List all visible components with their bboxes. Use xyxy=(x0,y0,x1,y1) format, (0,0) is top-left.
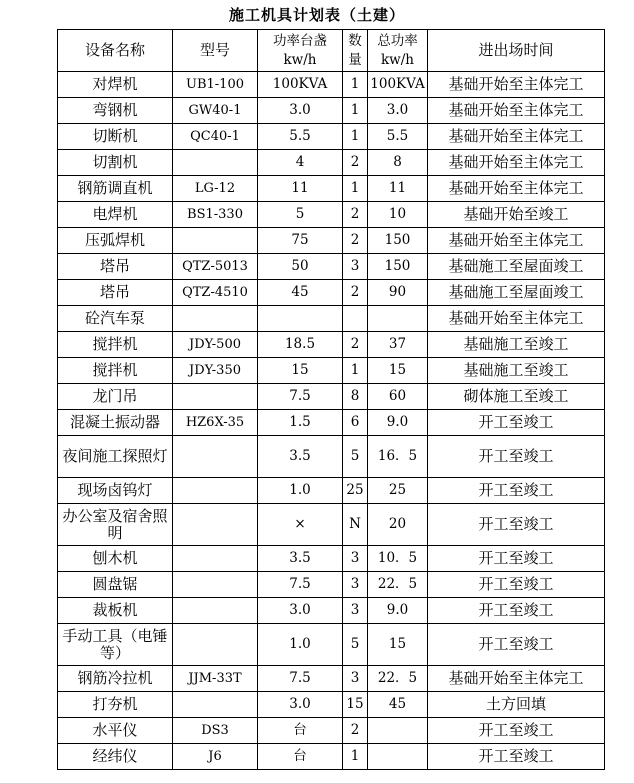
cell-total: 10．5 xyxy=(368,546,428,572)
cell-total: 100KVA xyxy=(368,72,428,98)
cell-name: 刨木机 xyxy=(58,546,173,572)
cell-schedule: 基础施工至竣工 xyxy=(428,358,605,384)
cell-name: 塔吊 xyxy=(58,254,173,280)
cell-power: 7.5 xyxy=(258,572,343,598)
cell-qty: 1 xyxy=(343,98,368,124)
header-total-line1: 总功率 xyxy=(377,32,418,49)
page-title: 施工机具计划表（土建） xyxy=(228,6,405,24)
cell-model: GW40-1 xyxy=(173,98,258,124)
cell-power: 3.0 xyxy=(258,98,343,124)
cell-schedule: 开工至竣工 xyxy=(428,624,605,666)
cell-schedule: 基础开始至主体完工 xyxy=(428,124,605,150)
table-row xyxy=(58,358,605,384)
header-schedule: 进出场时间 xyxy=(428,30,605,72)
cell-power: 1.0 xyxy=(258,478,343,504)
cell-name: 钢筋冷拉机 xyxy=(58,666,173,692)
cell-model xyxy=(173,546,258,572)
cell-qty: 1 xyxy=(343,744,368,770)
cell-power: 5.5 xyxy=(258,124,343,150)
cell-qty: 2 xyxy=(343,150,368,176)
cell-name: 钢筋调直机 xyxy=(58,176,173,202)
equipment-table xyxy=(57,29,605,770)
cell-model: JDY-500 xyxy=(173,332,258,358)
cell-model xyxy=(173,478,258,504)
cell-schedule: 开工至竣工 xyxy=(428,546,605,572)
cell-name: 圆盘锯 xyxy=(58,572,173,598)
cell-qty: 3 xyxy=(343,546,368,572)
cell-power: 100KVA xyxy=(258,72,343,98)
cell-total: 16．5 xyxy=(368,436,428,478)
cell-total: 150 xyxy=(368,254,428,280)
cell-model: J6 xyxy=(173,744,258,770)
table-row xyxy=(58,436,605,478)
cell-power: 45 xyxy=(258,280,343,306)
cell-power: 50 xyxy=(258,254,343,280)
cell-schedule: 基础施工至屋面竣工 xyxy=(428,280,605,306)
table-row xyxy=(58,478,605,504)
table-row xyxy=(58,410,605,436)
cell-schedule: 开工至竣工 xyxy=(428,478,605,504)
cell-model: JDY-350 xyxy=(173,358,258,384)
cell-name: 对焊机 xyxy=(58,72,173,98)
table-header-row xyxy=(58,30,605,72)
header-model: 型号 xyxy=(173,30,258,72)
cell-name: 办公室及宿舍照明 xyxy=(58,504,173,546)
cell-schedule: 基础开始至主体完工 xyxy=(428,228,605,254)
cell-model: QTZ-4510 xyxy=(173,280,258,306)
cell-power: 3.5 xyxy=(258,436,343,478)
table-row xyxy=(58,98,605,124)
cell-model: JJM-33T xyxy=(173,666,258,692)
cell-name: 砼汽车泵 xyxy=(58,306,173,332)
cell-power: 1.0 xyxy=(258,624,343,666)
cell-schedule: 基础开始至主体完工 xyxy=(428,72,605,98)
cell-total: 10 xyxy=(368,202,428,228)
table-row xyxy=(58,332,605,358)
cell-model xyxy=(173,306,258,332)
cell-power: 1.5 xyxy=(258,410,343,436)
cell-schedule: 基础开始至竣工 xyxy=(428,202,605,228)
cell-name: 经纬仪 xyxy=(58,744,173,770)
cell-model xyxy=(173,572,258,598)
cell-total: 15 xyxy=(368,358,428,384)
cell-total: 8 xyxy=(368,150,428,176)
cell-qty: 3 xyxy=(343,254,368,280)
header-name: 设备名称 xyxy=(58,30,173,72)
cell-power: 11 xyxy=(258,176,343,202)
cell-qty: 5 xyxy=(343,624,368,666)
cell-total: 37 xyxy=(368,332,428,358)
table-row xyxy=(58,718,605,744)
header-qty xyxy=(343,30,368,72)
cell-schedule: 基础施工至屋面竣工 xyxy=(428,254,605,280)
cell-model: QTZ-5013 xyxy=(173,254,258,280)
cell-power: × xyxy=(258,504,343,546)
cell-qty: 2 xyxy=(343,202,368,228)
cell-power: 3.0 xyxy=(258,598,343,624)
cell-qty: 3 xyxy=(343,598,368,624)
cell-model: QC40-1 xyxy=(173,124,258,150)
cell-model xyxy=(173,436,258,478)
cell-schedule: 基础开始至主体完工 xyxy=(428,150,605,176)
cell-power: 4 xyxy=(258,150,343,176)
cell-qty: 8 xyxy=(343,384,368,410)
cell-total: 9.0 xyxy=(368,598,428,624)
cell-qty: 2 xyxy=(343,332,368,358)
cell-power: 15 xyxy=(258,358,343,384)
cell-qty: 1 xyxy=(343,72,368,98)
table-row xyxy=(58,280,605,306)
cell-name: 压弧焊机 xyxy=(58,228,173,254)
cell-schedule: 开工至竣工 xyxy=(428,744,605,770)
cell-name: 混凝土振动器 xyxy=(58,410,173,436)
cell-qty: 25 xyxy=(343,478,368,504)
cell-qty: 1 xyxy=(343,176,368,202)
cell-model xyxy=(173,624,258,666)
cell-qty: 2 xyxy=(343,718,368,744)
cell-schedule: 开工至竣工 xyxy=(428,410,605,436)
cell-qty xyxy=(343,306,368,332)
cell-total: 60 xyxy=(368,384,428,410)
cell-name: 夜间施工探照灯 xyxy=(58,436,173,478)
header-qty-line1: 数 xyxy=(348,32,362,49)
table-row xyxy=(58,150,605,176)
cell-power: 7.5 xyxy=(258,384,343,410)
cell-schedule: 开工至竣工 xyxy=(428,436,605,478)
cell-schedule: 基础施工至竣工 xyxy=(428,332,605,358)
cell-model: HZ6X-35 xyxy=(173,410,258,436)
table-row xyxy=(58,598,605,624)
cell-schedule: 基础开始至主体完工 xyxy=(428,306,605,332)
table-row xyxy=(58,572,605,598)
cell-schedule: 土方回填 xyxy=(428,692,605,718)
cell-power: 5 xyxy=(258,202,343,228)
cell-total: 15 xyxy=(368,624,428,666)
cell-qty: 15 xyxy=(343,692,368,718)
cell-total xyxy=(368,718,428,744)
cell-total: 9.0 xyxy=(368,410,428,436)
cell-name: 电焊机 xyxy=(58,202,173,228)
cell-total xyxy=(368,744,428,770)
table-row xyxy=(58,306,605,332)
cell-schedule: 基础开始至主体完工 xyxy=(428,176,605,202)
cell-schedule: 开工至竣工 xyxy=(428,572,605,598)
cell-qty: 1 xyxy=(343,358,368,384)
cell-model xyxy=(173,228,258,254)
table-row xyxy=(58,624,605,666)
header-power xyxy=(258,30,343,72)
table-body xyxy=(58,72,605,770)
table-row xyxy=(58,254,605,280)
cell-model xyxy=(173,692,258,718)
cell-name: 弯钢机 xyxy=(58,98,173,124)
cell-name: 裁板机 xyxy=(58,598,173,624)
table-row xyxy=(58,666,605,692)
cell-name: 切断机 xyxy=(58,124,173,150)
cell-power: 18.5 xyxy=(258,332,343,358)
cell-model: BS1-330 xyxy=(173,202,258,228)
cell-power: 台 xyxy=(258,744,343,770)
table-row xyxy=(58,384,605,410)
header-qty-line2: 量 xyxy=(348,51,362,68)
cell-model: DS3 xyxy=(173,718,258,744)
header-power-line1: 功率台盏 xyxy=(273,32,327,49)
cell-total: 11 xyxy=(368,176,428,202)
cell-total: 5.5 xyxy=(368,124,428,150)
cell-power: 75 xyxy=(258,228,343,254)
cell-name: 现场卤钨灯 xyxy=(58,478,173,504)
cell-qty: 5 xyxy=(343,436,368,478)
cell-total: 150 xyxy=(368,228,428,254)
cell-model: LG-12 xyxy=(173,176,258,202)
header-power-line2: kw/h xyxy=(283,51,317,68)
cell-total: 22．5 xyxy=(368,572,428,598)
cell-total xyxy=(368,306,428,332)
cell-model xyxy=(173,384,258,410)
cell-qty: 2 xyxy=(343,280,368,306)
cell-total: 22．5 xyxy=(368,666,428,692)
cell-power: 7.5 xyxy=(258,666,343,692)
cell-name: 水平仪 xyxy=(58,718,173,744)
table-row xyxy=(58,228,605,254)
header-total-power xyxy=(368,30,428,72)
cell-power xyxy=(258,306,343,332)
cell-total: 25 xyxy=(368,478,428,504)
cell-total: 90 xyxy=(368,280,428,306)
cell-qty: 3 xyxy=(343,572,368,598)
cell-model xyxy=(173,150,258,176)
cell-name: 搅拌机 xyxy=(58,358,173,384)
cell-power: 3.5 xyxy=(258,546,343,572)
cell-schedule: 开工至竣工 xyxy=(428,718,605,744)
table-row xyxy=(58,124,605,150)
cell-schedule: 基础开始至主体完工 xyxy=(428,666,605,692)
cell-name: 塔吊 xyxy=(58,280,173,306)
cell-total: 3.0 xyxy=(368,98,428,124)
cell-name: 龙门吊 xyxy=(58,384,173,410)
cell-total: 45 xyxy=(368,692,428,718)
cell-qty: 6 xyxy=(343,410,368,436)
cell-power: 3.0 xyxy=(258,692,343,718)
table-row xyxy=(58,72,605,98)
cell-model xyxy=(173,598,258,624)
table-row xyxy=(58,744,605,770)
cell-name: 搅拌机 xyxy=(58,332,173,358)
table-row xyxy=(58,504,605,546)
cell-qty: 1 xyxy=(343,124,368,150)
header-total-line2: kw/h xyxy=(381,51,414,68)
cell-qty: 2 xyxy=(343,228,368,254)
cell-model: UB1-100 xyxy=(173,72,258,98)
cell-model xyxy=(173,504,258,546)
table-row xyxy=(58,202,605,228)
cell-total: 20 xyxy=(368,504,428,546)
cell-schedule: 开工至竣工 xyxy=(428,504,605,546)
cell-schedule: 砌体施工至竣工 xyxy=(428,384,605,410)
cell-power: 台 xyxy=(258,718,343,744)
cell-name: 切割机 xyxy=(58,150,173,176)
cell-name: 打夯机 xyxy=(58,692,173,718)
table-row xyxy=(58,692,605,718)
cell-name: 手动工具（电锤等） xyxy=(58,624,173,666)
table-row xyxy=(58,546,605,572)
cell-schedule: 开工至竣工 xyxy=(428,598,605,624)
table-row xyxy=(58,176,605,202)
cell-qty: 3 xyxy=(343,666,368,692)
cell-schedule: 基础开始至主体完工 xyxy=(428,98,605,124)
cell-qty: N xyxy=(343,504,368,546)
